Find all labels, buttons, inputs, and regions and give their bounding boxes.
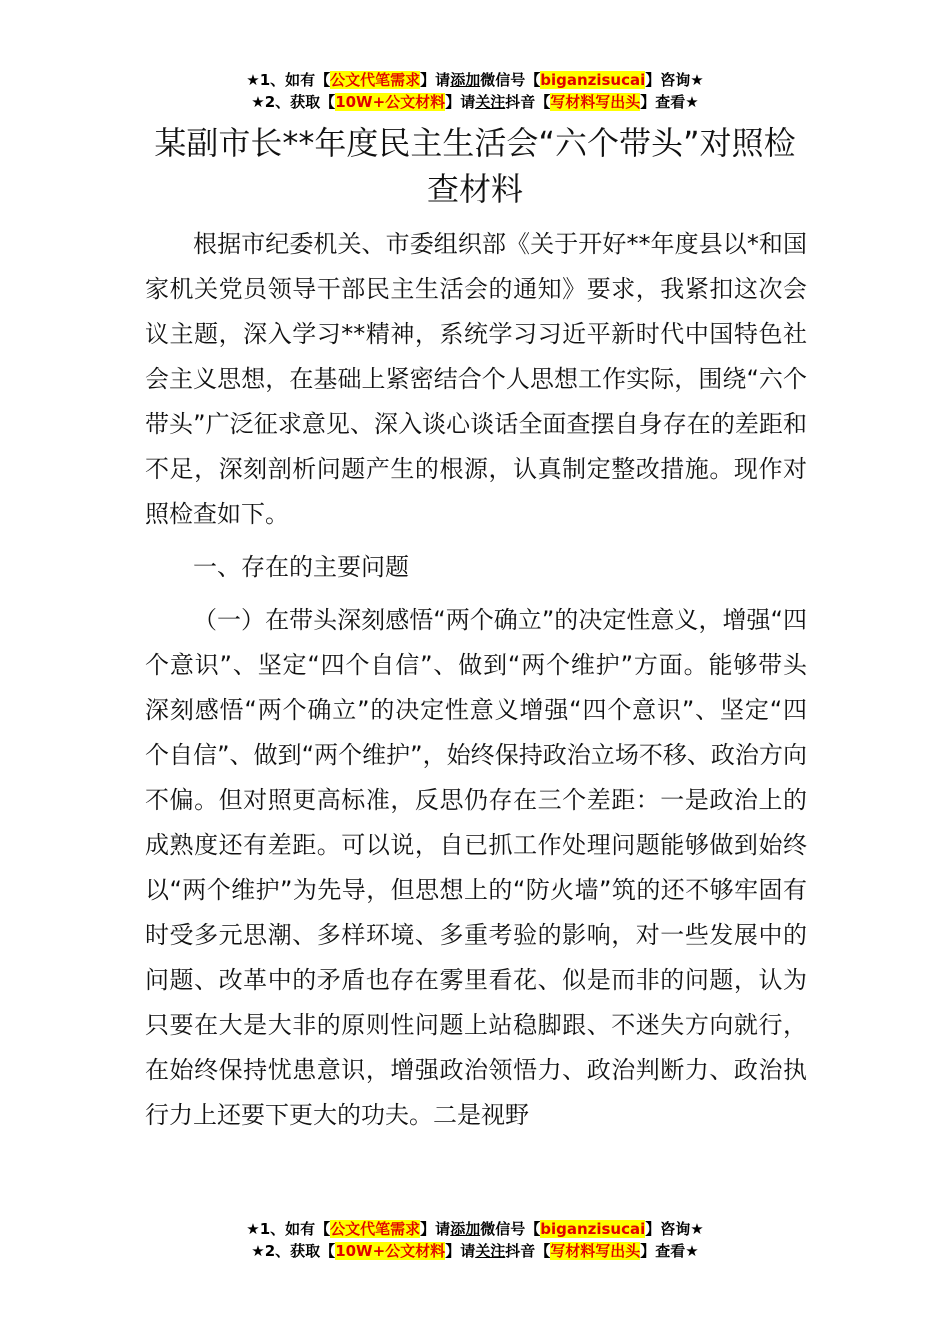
promo-line-2: ★2、获取【10W+公文材料】请关注抖音【写材料写出头】查看★ xyxy=(251,93,699,111)
promo-line-2: ★2、获取【10W+公文材料】请关注抖音【写材料写出头】查看★ xyxy=(251,1242,699,1260)
douyin-account: 写材料写出头 xyxy=(550,1242,641,1260)
promo-banner-bottom xyxy=(0,1218,950,1262)
promo-line-1: ★1、如有【公文代笔需求】请添加微信号【biganzisucai】咨询★ xyxy=(246,1220,704,1238)
section-heading: 一、存在的主要问题 xyxy=(193,553,409,581)
promo-line-1: ★1、如有【公文代笔需求】请添加微信号【biganzisucai】咨询★ xyxy=(246,71,704,89)
promo-highlight: 公文代笔需求 xyxy=(330,71,421,89)
body-paragraph: （一）在带头深刻感悟“两个确立”的决定性意义，增强“四个意识”、坚定“四个自信”、做到“两个维护”方面。能够带头深刻感悟“两个确立”的决定性意义增强“四个意识”、坚定“四个自信”、做到“两个维护”，始终保持政治立场不移、政治方向不偏。但对照更高标准，反思仍存在三个差距：一是政治上的成熟度还有差距。可以说，自已抓工作处理问题能够做到始终以“两个维护”为先导，但思想上的“防火墙”筑的还不够牢固有时受多元思潮、多样环境、多重考验的影响，对一些发展中的问题、改革中的矛盾也存在雾里看花、似是而非的问题，认为只要在大是大非的原则性问题上站稳脚跟、不迷失方向就行，在始终保持忧患意识，增强政治领悟力、政治判断力、政治执行力上还要下更大的功夫。二是视野 xyxy=(145,606,807,1129)
promo-highlight: 10W+公文材料 xyxy=(335,1242,446,1260)
wechat-id: biganzisucai xyxy=(540,71,646,89)
douyin-account: 写材料写出头 xyxy=(550,93,641,111)
wechat-id: biganzisucai xyxy=(540,1220,646,1238)
intro-paragraph: 根据市纪委机关、市委组织部《关于开好**年度县以*和国家机关党员领导干部民主生活会的通知》要求，我紧扣这次会议主题，深入学习**精神，系统学习习近平新时代中国特色社会主义思想，在基础上紧密结合个人思想工作实际，围绕“六个带头”广泛征求意见、深入谈心谈话全面查摆自身存在的差距和不足，深刻剖析问题产生的根源，认真制定整改措施。现作对照检查如下。 xyxy=(145,230,807,528)
promo-highlight: 10W+公文材料 xyxy=(335,93,446,111)
promo-banner-top xyxy=(0,69,950,113)
promo-highlight: 公文代笔需求 xyxy=(330,1220,421,1238)
document-title: 某副市长**年度民主生活会“六个带头”对照检查材料 xyxy=(154,124,796,208)
document-body xyxy=(145,222,807,1138)
